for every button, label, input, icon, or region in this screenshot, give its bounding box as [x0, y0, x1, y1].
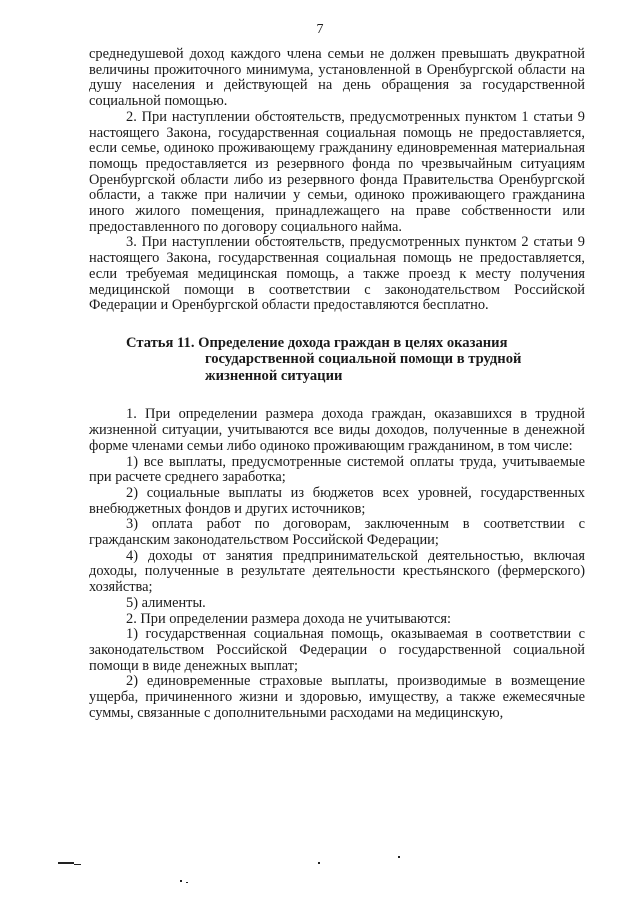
paragraph: среднедушевой доход каждого члена семьи не должен превышать двукратной величины прожиточного минимума, установленной в Оренбургской области на душу населения и действующей на день обращения за государственной социальной помощью. [89, 46, 585, 110]
list-item: 1) государственная социальная помощь, оказываемая в соответствии с законодательством Российской Федерации о государственной социальной помощи в виде денежных выплат; [89, 626, 585, 674]
list-item: 3) оплата работ по договорам, заключенным в соответствии с гражданским законодательством Российской Федерации; [89, 516, 585, 549]
article-heading-line: государственной социальной помощи в трудной [205, 351, 522, 368]
document-body [89, 47, 585, 722]
list-item: 5) алименты. [126, 594, 206, 611]
scan-artifact [398, 856, 400, 858]
paragraph: 1. При определении размера дохода граждан, оказавшихся в трудной жизненной ситуации, учитываются все виды доходов, полученные в денежной форме членами семьи либо одиноко проживающим гражданином, в том числе: [89, 406, 585, 454]
list-item: 2) социальные выплаты из бюджетов всех уровней, государственных внебюджетных фондов и других источников; [89, 484, 585, 517]
scan-artifact [318, 862, 320, 864]
page-number: 7 [316, 22, 324, 37]
article-heading-line: жизненной ситуации [205, 367, 343, 384]
paragraph: 3. При наступлении обстоятельств, предусмотренных пунктом 2 статьи 9 настоящего Закона, государственная социальная помощь не предоставляется, если требуемая медицинская помощь, а также проезд к месту получения медицинской помощи в соответствии с законодательством Российской Федерации и Оренбургской области предоставляются бесплатно. [89, 234, 585, 314]
paragraph: 2. При наступлении обстоятельств, предусмотренных пунктом 1 статьи 9 настоящего Закона, государственная социальная помощь не предоставляется, если семье, одиноко проживающему гражданину единовременная материальная помощь предоставляется из резервного фонда по чрезвычайным ситуациям Оренбургской области либо из резервного фонда Правительства Оренбургской области, а также при наличии у семьи, одиноко проживающего гражданина иного жилого помещения, принадлежащего на праве собственности или предоставленного по договору социального найма. [89, 108, 585, 235]
list-item: 2) единовременные страховые выплаты, производимые в возмещение ущерба, причиненного жизни и здоровью, имуществу, а также ежемесячные суммы, связанные с дополнительными расходами на медицинскую, [89, 673, 585, 721]
article-heading-line: Статья 11. Определение дохода граждан в целях оказания [126, 334, 508, 351]
scan-artifact [58, 862, 74, 864]
scan-artifact [180, 880, 182, 882]
scan-artifact [74, 864, 81, 865]
scan-artifact [186, 882, 188, 883]
article-heading [89, 335, 585, 385]
paragraph: 2. При определении размера дохода не учитываются: [126, 610, 451, 627]
list-item: 4) доходы от занятия предпринимательской деятельностью, включая доходы, полученные в результате деятельности крестьянского (фермерского) хозяйства; [89, 547, 585, 596]
list-item: 1) все выплаты, предусмотренные системой оплаты труда, учитываемые при расчете среднего заработка; [89, 453, 585, 486]
